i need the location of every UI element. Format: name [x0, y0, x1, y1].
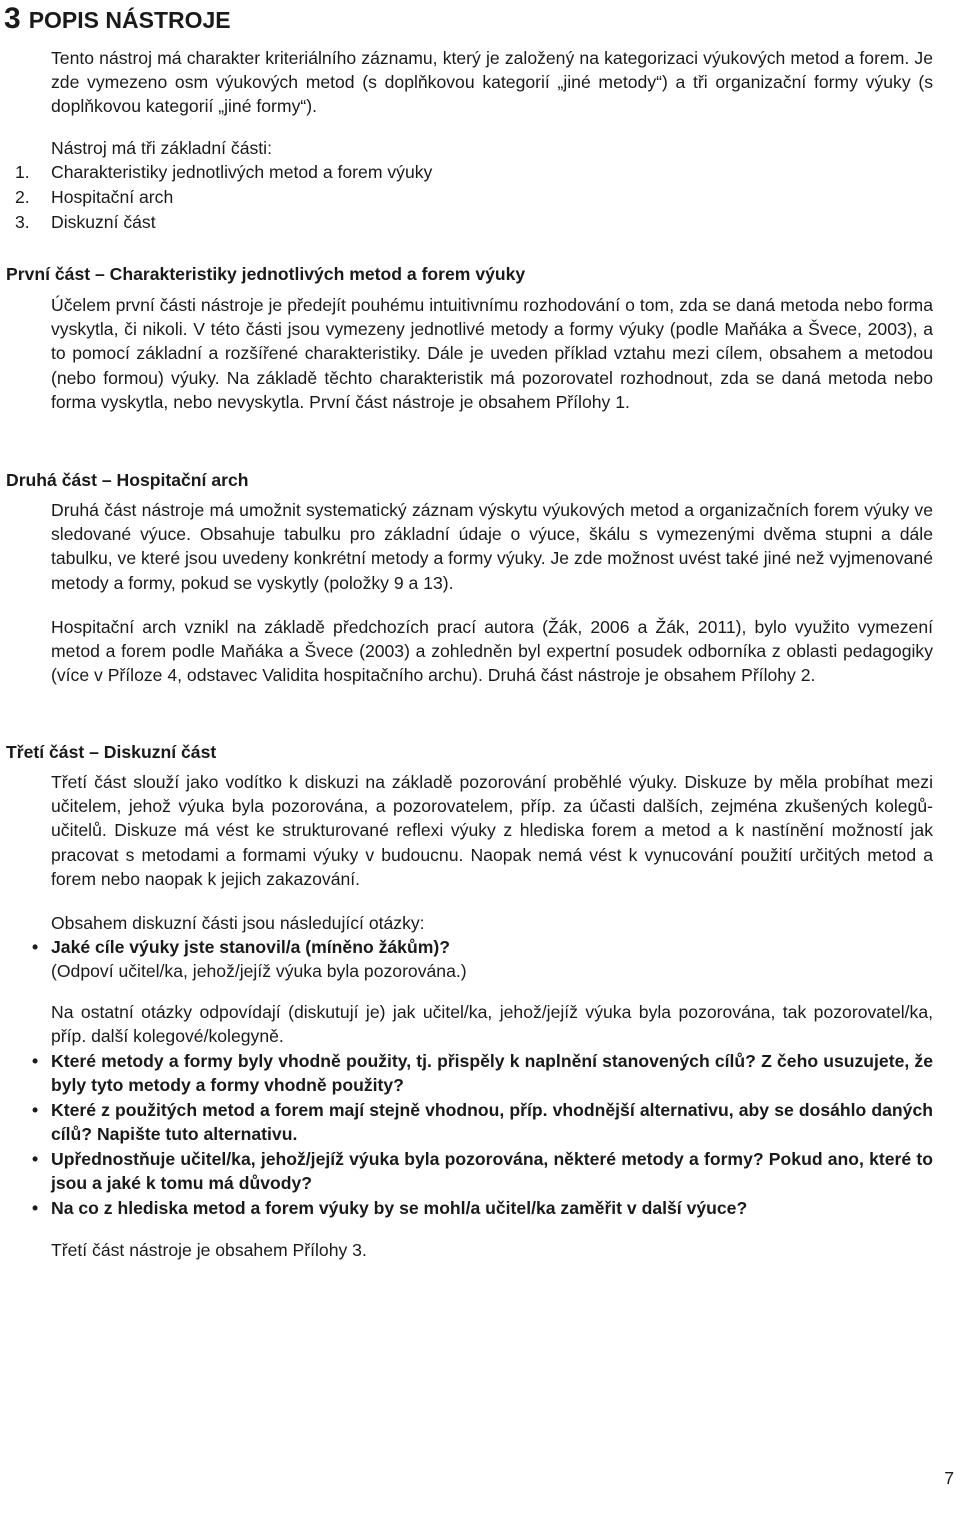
- list-item-label: Charakteristiky jednotlivých metod a forem výuky: [51, 162, 433, 182]
- section1-heading: První část – Charakteristiky jednotlivých metod a forem výuky: [6, 264, 526, 284]
- section3-paragraph-1: Třetí část slouží jako vodítko k diskuzi na základě pozorování proběhlé výuky. Diskuze by měla probíhat mezi učitelem, jehož výuka byla pozorována, a pozorovatelem, příp. za účasti dalších, zejména zkušených kolegů-učitelů. Diskuze má vést ke strukturované reflexi výuky z hlediska forem a metod a k nastínění možností jak pracovat s metodami a formami výuky v budoucnu. Naopak nemá vést k vynucování použití určitých metod a forem nebo naopak k jejich zakazování.: [51, 772, 933, 889]
- list-item: [15, 210, 156, 234]
- chapter-heading: [4, 2, 231, 36]
- parts-intro: Nástroj má tři základní části:: [51, 138, 272, 158]
- list-item: [15, 160, 433, 184]
- bullet-icon: •: [32, 1051, 39, 1071]
- section2-paragraph-1: Druhá část nástroje má umožnit systematický záznam výskytu výukových metod a organizačních forem výuky ve sledované výuce. Obsahuje tabulku pro základní údaje o výuce, škálu s vymezenými dvěma stupni a dále tabulku, ve které jsou uvedeny konkrétní metody a formy výuky. Je zde možnost uvést také jiné než vyjmenované metody a formy, pokud se vyskytly (položky 9 a 13).: [51, 500, 933, 593]
- section3-heading: Třetí část – Diskuzní část: [6, 742, 217, 762]
- question-item: Na co z hlediska metod a forem výuky by se mohl/a učitel/ka zaměřit v další výuce?: [51, 1198, 748, 1218]
- bullet-icon: •: [32, 1149, 39, 1169]
- bullet-icon: •: [32, 937, 39, 957]
- chapter-title: POPIS NÁSTROJE: [28, 7, 231, 33]
- question-item: Upřednostňuje učitel/ka, jehož/jejíž výuka byla pozorována, některé metody a formy? Pokud ano, které to jsou a jaké k tomu má důvody?: [51, 1149, 933, 1194]
- first-question-note: (Odpoví učitel/ka, jehož/jejíž výuka byla pozorována.): [51, 961, 467, 981]
- chapter-number: 3: [4, 2, 21, 35]
- bullet-icon: •: [32, 1100, 39, 1120]
- intro-paragraph: Tento nástroj má charakter kriteriálního záznamu, který je založený na kategorizaci výukových metod a forem. Je zde vymezeno osm výukových metod (s doplňkovou kategorií „jiné metody“) a tři organizační formy výuky (s doplňkovou kategorií „jiné formy“).: [51, 48, 933, 117]
- list-item-label: Diskuzní část: [51, 212, 156, 232]
- list-item-number: 3.: [15, 212, 30, 232]
- list-item-number: 2.: [15, 187, 30, 207]
- list-item-label: Hospitační arch: [51, 187, 174, 207]
- question-item: Které z použitých metod a forem mají stejně vhodnou, příp. vhodnější alternativu, aby se dosáhlo daných cílů? Napište tuto alternativu.: [51, 1100, 933, 1145]
- question-item: Které metody a formy byly vhodně použity, tj. přispěly k naplnění stanovených cílů? Z čeho usuzujete, že byly tyto metody a formy vhodně použity?: [51, 1051, 933, 1096]
- list-item: [15, 185, 174, 209]
- list-item-number: 1.: [15, 162, 30, 182]
- questions-intro: Obsahem diskuzní části jsou následující otázky:: [51, 913, 425, 933]
- page-number: 7: [944, 1468, 954, 1488]
- section3-closing: Třetí část nástroje je obsahem Přílohy 3.: [51, 1240, 367, 1260]
- bullet-icon: •: [32, 1198, 39, 1218]
- others-intro: Na ostatní otázky odpovídají (diskutují je) jak učitel/ka, jehož/jejíž výuka byla pozorována, tak pozorovatel/ka, příp. další kolegové/kolegyně.: [51, 1002, 933, 1047]
- section2-paragraph-2: Hospitační arch vznikl na základě předchozích prací autora (Žák, 2006 a Žák, 2011), bylo využito vymezení metod a forem podle Maňáka a Švece (2003) a zohledněn byl expertní posudek odborníka z oblasti pedagogiky (více v Příloze 4, odstavec Validita hospitačního archu). Druhá část nástroje je obsahem Přílohy 2.: [51, 617, 933, 686]
- first-question: Jaké cíle výuky jste stanovil/a (míněno žákům)?: [51, 937, 450, 957]
- section1-paragraph: Účelem první části nástroje je předejít pouhému intuitivnímu rozhodování o tom, zda se daná metoda nebo forma vyskytla, či nikoli. V této části jsou vymezeny jednotlivé metody a formy výuky (podle Maňáka a Švece, 2003), a to pomocí základní a rozšířené charakteristiky. Dále je uveden příklad vztahu mezi cílem, obsahem a metodou (nebo formou) výuky. Na základě těchto charakteristik má pozorovatel rozhodnout, zda se daná metoda nebo forma vyskytla, nebo nevyskytla. První část nástroje je obsahem Přílohy 1.: [51, 295, 933, 412]
- section2-heading: Druhá část – Hospitační arch: [6, 470, 249, 490]
